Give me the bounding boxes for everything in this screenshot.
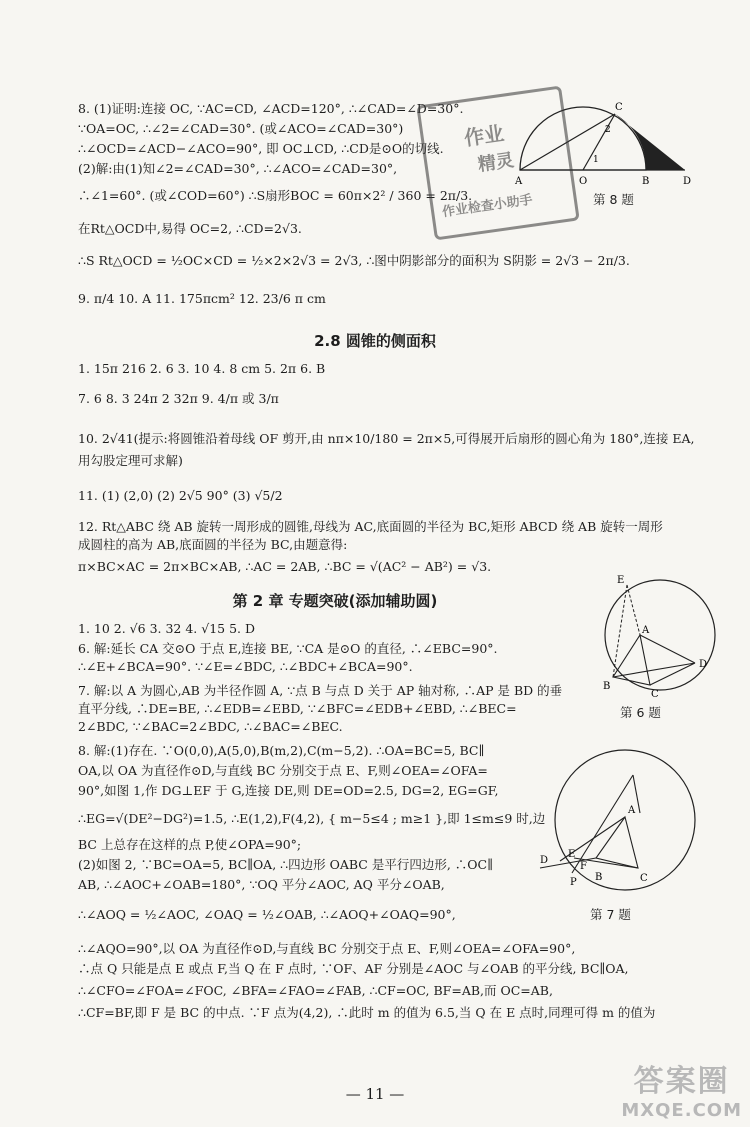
s28-line-7: 成圆柱的高为 AB,底面圆的半径为 BC,由题意得: — [78, 537, 348, 552]
ch2-line-5: 直平分线, ∴DE=BE, ∴∠EDB=∠EBD, ∵∠BFC=∠EDB+∠EBD, ∴∠BEC= — [78, 701, 517, 716]
stamp-line-3: 作业检查小助手 — [441, 192, 534, 221]
label-D: D — [683, 176, 692, 187]
ch2-line-14: ∴∠AOQ = ½∠AOC, ∠OAQ = ½∠OAB, ∴∠AOQ+∠OAQ=90°, — [78, 907, 456, 922]
s28-line-1: 1. 15π 216 2. 6 3. 10 4. 8 cm 5. 2π 6. B — [78, 361, 326, 376]
label-O: O — [579, 176, 588, 187]
ch2-line-15: ∴∠AQO=90°,以 OA 为直径作⊙D,与直线 BC 分别交于点 E、F,则∠OEA=∠OFA=90°, — [78, 941, 576, 956]
ch2-line-8: OA,以 OA 为直径作⊙D,与直线 BC 分别交于点 E、F,则∠OEA=∠OFA= — [78, 763, 488, 778]
triangle-ABC — [613, 635, 650, 685]
fig7-label-B: B — [595, 872, 603, 883]
ch2-line-1: 1. 10 2. √6 3. 32 4. √15 5. D — [78, 621, 256, 636]
homework-stamp — [416, 86, 580, 241]
q8-line-7: ∴S Rt△OCD = ½OC×CD = ½×2×2√3 = 2√3, ∴图中阴影部分的面积为 S阴影 = 2√3 − 2π/3. — [78, 253, 630, 268]
watermark-line-1: 答案圈 — [633, 1064, 730, 1099]
circle-A — [555, 750, 695, 890]
figure-7-caption: 第 7 题 — [590, 907, 631, 922]
fig7-label-E: E — [568, 849, 576, 860]
s28-line-2: 7. 6 8. 3 24π 2 32π 9. 4/π 或 3/π — [78, 391, 279, 406]
q8-line-1: 8. (1)证明:连接 OC, ∵AC=CD, ∠ACD=120°, ∴∠CAD=∠D=30°. — [78, 101, 464, 116]
fig6-label-A: A — [642, 625, 650, 636]
chapter-2-title: 第 2 章 专题突破(添加辅助圆) — [232, 592, 438, 610]
page-number: — 11 — — [345, 1085, 405, 1103]
s28-line-8: π×BC×AC = 2π×BC×AB, ∴AC = 2AB, ∴BC = √(AC² − AB²) = √3. — [78, 559, 492, 574]
figure-6-caption: 第 6 题 — [620, 705, 661, 720]
figure-8-caption: 第 8 题 — [593, 192, 634, 207]
watermark-line-2: MXQE.COM — [621, 1100, 742, 1121]
line-AP — [572, 775, 633, 873]
stamp-line-1: 作业 — [462, 121, 506, 151]
label-A: A — [515, 176, 523, 187]
figure-7 — [540, 745, 705, 900]
ch2-line-18: ∴CF=BF,即 F 是 BC 的中点. ∵F 点为(4,2), ∴此时 m 的值为 6.5,当 Q 在 E 点时,同理可得 m 的值为 — [78, 1005, 656, 1020]
q8-line-4: (2)解:由(1)知∠2=∠CAD=30°, ∴∠ACO=∠CAD=30°, — [78, 161, 398, 176]
line-AD — [640, 635, 695, 663]
watermark-logo — [621, 1056, 742, 1121]
shaded-region — [615, 114, 685, 170]
fig6-label-D: D — [699, 659, 708, 670]
ch2-line-16: ∴点 Q 只能是点 E 或点 F,当 Q 在 F 点时, ∵OF、AF 分别是∠AOC 与∠OAB 的平分线, BC∥OA, — [78, 961, 629, 976]
ch2-line-12: (2)如图 2, ∵BC=OA=5, BC∥OA, ∴四边形 OABC 是平行四边形, ∴OC∥ — [78, 857, 493, 872]
circle-O — [605, 580, 715, 690]
q8-line-5: ∴∠1=60°. (或∠COD=60°) ∴S扇形BOC = 60π×2² / 360 = 2π/3. — [78, 188, 473, 203]
fig7-label-A: A — [628, 805, 636, 816]
ch2-line-13: AB, ∴∠AOC+∠OAB=180°, ∵OQ 平分∠AOC, AQ 平分∠OAB, — [78, 877, 445, 892]
section-2-8-title: 2.8 圆锥的侧面积 — [314, 332, 436, 350]
label-B: B — [642, 176, 650, 187]
fig7-label-D: D — [540, 855, 549, 866]
ch2-line-11: BC 上总存在这样的点 P,使∠OPA=90°; — [78, 837, 302, 852]
line-EA-dashed — [627, 585, 640, 635]
label-angle-2: 2 — [605, 125, 611, 135]
ch2-line-3: ∴∠E+∠BCA=90°. ∵∠E=∠BDC, ∴∠BDC+∠BCA=90°. — [78, 659, 413, 674]
label-C: C — [615, 102, 623, 113]
s28-line-5: 11. (1) (2,0) (2) 2√5 90° (3) √5/2 — [78, 488, 283, 503]
fig7-label-F: F — [580, 861, 587, 872]
q8-line-6: 在Rt△OCD中,易得 OC=2, ∴CD=2√3. — [78, 221, 302, 236]
q8-line-2: ∵OA=OC, ∴∠2=∠CAD=30°. (或∠ACO=∠CAD=30°) — [78, 121, 404, 136]
ch2-line-17: ∴∠CFO=∠FOA=∠FOC, ∠BFA=∠FAO=∠FAB, ∴CF=OC, BF=AB,而 OC=AB, — [78, 983, 553, 998]
s28-line-6: 12. Rt△ABC 绕 AB 旋转一周形成的圆锥,母线为 AC,底面圆的半径为 BC,矩形 ABCD 绕 AB 旋转一周形 — [78, 519, 663, 534]
ch2-line-2: 6. 解:延长 CA 交⊙O 于点 E,连接 BE, ∵CA 是⊙O 的直径, ∴∠EBC=90°. — [78, 641, 498, 656]
ch2-line-7: 8. 解:(1)存在. ∵O(0,0),A(5,0),B(m,2),C(m−5,2). ∴OA=BC=5, BC∥ — [78, 743, 485, 758]
fig6-label-E: E — [617, 575, 625, 586]
fig7-label-P: P — [570, 877, 577, 888]
s28-line-4: 用勾股定理可求解) — [78, 453, 183, 468]
q8-line-3: ∴∠OCD=∠ACD−∠ACO=90°, 即 OC⊥CD, ∴CD是⊙O的切线. — [78, 141, 444, 156]
fig6-label-C: C — [651, 689, 659, 700]
ch2-line-6: 2∠BDC, ∵∠BAC=2∠BDC, ∴∠BAC=∠BEC. — [78, 719, 343, 734]
lines-BD-DC — [613, 663, 695, 685]
s28-line-3: 10. 2√41(提示:将圆锥沿着母线 OF 剪开,由 nπ×10/180 = 2π×5,可得展开后扇形的圆心角为 180°,连接 EA, — [78, 431, 695, 446]
line-EB-dashed — [613, 585, 627, 677]
label-angle-1: 1 — [593, 155, 599, 165]
radius-OC — [583, 114, 615, 170]
fig7-label-C: C — [640, 873, 648, 884]
ch2-line-4: 7. 解:以 A 为圆心,AB 为半径作圆 A, ∵点 B 与点 D 关于 AP 轴对称, ∴AP 是 BD 的垂 — [78, 683, 563, 698]
stamp-line-2: 精灵 — [476, 149, 516, 176]
figure-6 — [595, 575, 730, 700]
ch2-line-10: ∴EG=√(DE²−DG²)=1.5, ∴E(1,2),F(4,2), { m−5≤4 ; m≥1 },即 1≤m≤9 时,边 — [78, 811, 546, 826]
fig6-label-B: B — [603, 681, 611, 692]
ch2-line-9: 90°,如图 1,作 DG⊥EF 于 G,连接 DE,则 DE=OD=2.5, DG=2, EG=GF, — [78, 783, 499, 798]
q9-12-answers: 9. π/4 10. A 11. 175πcm² 12. 23/6 π cm — [78, 291, 326, 306]
